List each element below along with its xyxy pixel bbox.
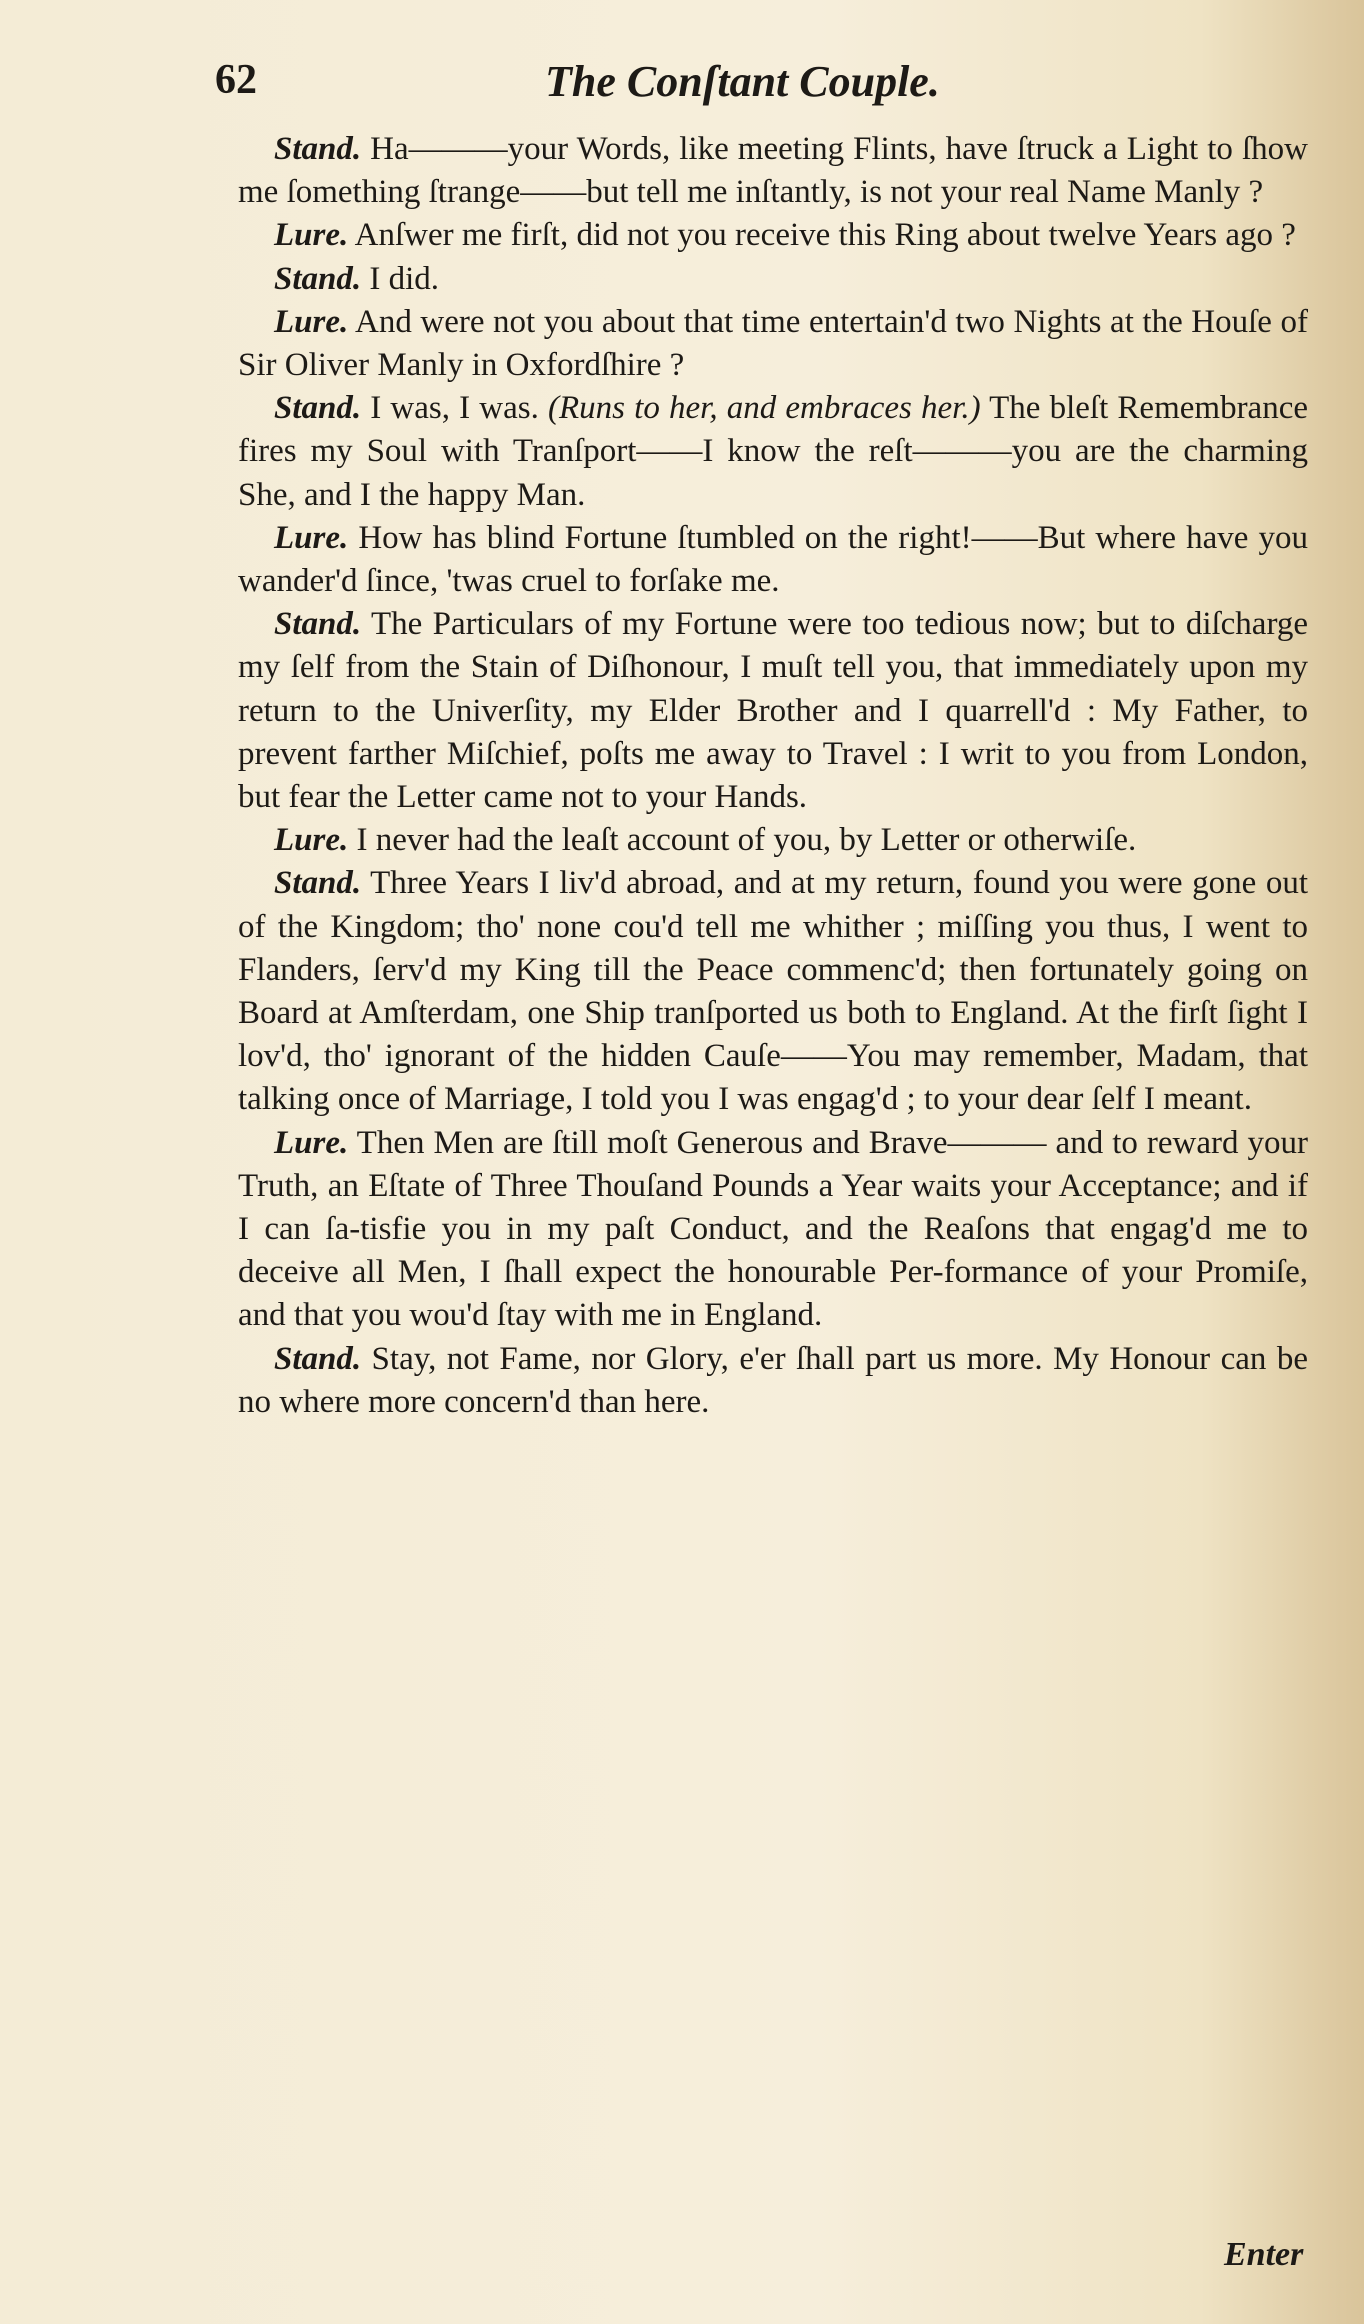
speech-text: Ha———your Words, like meeting Flints, have ſtruck a Light to ſhow me ſomething ſtrange——but tell me inſtantly, is not your real Name Manly ? xyxy=(238,131,1308,211)
speech-text: And were not you about that time entertain'd two Nights at the Houſe of Sir Oliver Manly in Oxfordſhire ? xyxy=(238,303,1308,384)
speech xyxy=(238,258,1308,301)
speaker-name: Stand. xyxy=(274,1340,362,1377)
speaker-name: Lure. xyxy=(274,217,349,254)
play-text xyxy=(238,128,1308,1424)
speech-text: How has blind Fortune ſtumbled on the right!——But where have you wander'd ſince, 'twas cruel to forſake me. xyxy=(238,519,1308,600)
speaker-name: Stand. xyxy=(274,131,362,167)
speech-text: Then Men are ſtill moſt Generous and Brave——— and to reward your Truth, an Eſtate of Three Thouſand Pounds a Year waits your Acceptance; and if I can ſa-tisfie you in my paſt Conduct, and the Reaſons that engag'd me to deceive all Men, I ſhall expect the honourable Per-formance of your Promiſe, and that you wou'd ſtay with me in England. xyxy=(238,1124,1308,1334)
speech xyxy=(238,517,1308,603)
speaker-name: Stand. xyxy=(274,260,362,297)
speaker-name: Lure. xyxy=(274,519,349,556)
speech xyxy=(238,214,1308,257)
speaker-name: Lure. xyxy=(274,303,349,340)
speaker-name: Lure. xyxy=(274,1124,349,1161)
speech-text-continued: The bleſt Remembrance fires my Soul with Tranſport——I know the reſt———you are the charming She, and I the happy Man. xyxy=(238,390,1308,513)
speech-text: I never had the leaſt account of you, by Letter or otherwiſe. xyxy=(348,822,1137,859)
speech xyxy=(238,1122,1308,1338)
speech xyxy=(238,862,1308,1121)
speaker-name: Stand. xyxy=(274,606,362,643)
catchword: Enter xyxy=(1224,2236,1304,2273)
speech-text: Three Years I liv'd abroad, and at my return, found you were gone out of the Kingdom; tho' none cou'd tell me whither ; miſſing you thus, I went to Flanders, ſerv'd my King till the Peace commenc'd; then fortunately going on Board at Amſterdam, one Ship tranſported us both to England. At the firſt ſight I lov'd, tho' ignorant of the hidden Cauſe——You may remember, Madam, that talking once of Marriage, I told you I was engag'd ; to your dear ſelf I meant. xyxy=(238,865,1308,1118)
speech xyxy=(238,301,1308,387)
speech xyxy=(238,603,1308,819)
running-title: The Conſtant Couple. xyxy=(545,57,940,106)
speech-text: Anſwer me firſt, did not you receive this Ring about twelve Years ago ? xyxy=(348,217,1296,254)
page-number: 62 xyxy=(215,57,257,103)
speaker-name: Stand. xyxy=(274,390,362,427)
speech xyxy=(238,387,1308,517)
stage-direction: (Runs to her, and embraces her.) xyxy=(548,390,981,427)
speech xyxy=(238,819,1308,862)
speech-text: Stay, not Fame, nor Glory, e'er ſhall part us more. My Honour can be no where more concern'd than here. xyxy=(238,1340,1308,1420)
speech-text: The Particulars of my Fortune were too tedious now; but to diſcharge my ſelf from the Stain of Diſhonour, I muſt tell you, that immediately upon my return to the Univerſity, my Elder Brother and I quarrell'd : My Father, to prevent farther Miſchief, poſts me away to Travel : I writ to you from London, but fear the Letter came not to your Hands. xyxy=(238,606,1308,816)
speech xyxy=(238,128,1308,214)
speaker-name: Lure. xyxy=(274,822,349,859)
speech xyxy=(238,1338,1308,1424)
speaker-name: Stand. xyxy=(274,865,362,902)
speech-text: I did. xyxy=(361,260,440,297)
page-header xyxy=(215,56,975,116)
speech-text: I was, I was. xyxy=(361,390,549,427)
